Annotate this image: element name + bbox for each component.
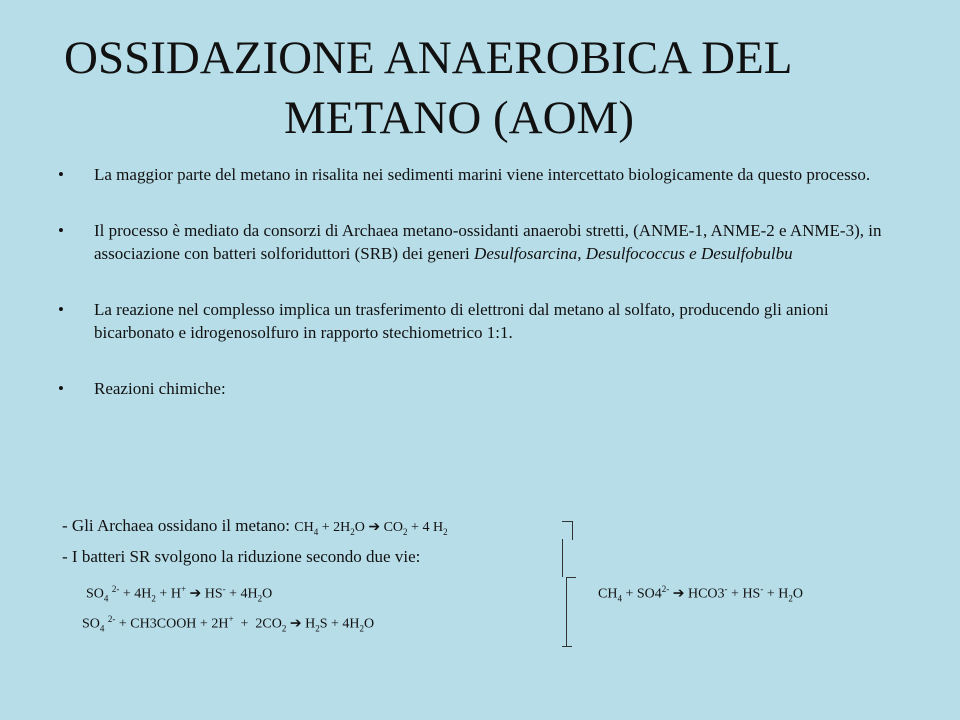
bullet-text: Il processo è mediato da consorzi di Archaea metano-ossidanti anaerobi stretti, (ANME-1, ANME-2 e ANME-3), in associazione con batteri solforiduttori (SRB) dei generi [94,221,882,263]
bullet-dot: • [58,379,64,398]
archaea-reaction-line [62,515,448,543]
bullet-dot: • [58,300,64,319]
bullet-item [58,163,908,186]
bullet-text: La reazione nel complesso implica un trasferimento di elettroni dal metano al solfato, producendo gli anioni bicarbonato e idrogenosolfuro in rapporto stechiometrico 1:1. [94,300,829,342]
bracket-mid [562,539,563,577]
bracket-foot [562,646,572,647]
title-line-2: METANO (AOM) [284,92,634,144]
bullet-text: La maggior parte del metano in risalita nei sedimenti marini viene intercettato biologicamente da questo processo. [94,165,871,184]
equation-sulfate-reduction-acetate: $SO_4$ $^{2-}$ + CH3COOH + $2H^+ + 2CO_2$ ➔ $H_2S + 4H_2O$ [82,614,375,634]
title-line-1: OSSIDAZIONE ANAEROBICA DEL [64,32,793,84]
bracket-top [562,521,573,540]
equation-sulfate-reduction-h2: $SO_4$ $^{2-} + 4H_2 + H^+$ ➔ $HS^- + 4H_2O$ [86,584,273,604]
equation-overall-aom: $CH_4 + SO4^{2-}$ ➔ $HCO3^- + HS^- + H_2O$ [598,584,803,604]
bullet-dot: • [58,165,64,184]
slide-title [64,28,924,148]
archaea-text: - Gli Archaea ossidano il metano: [62,516,295,535]
bullet-item [58,377,908,400]
srb-text: - I batteri SR svolgono la riduzione secondo due vie: [62,547,421,566]
bullet-item [58,298,908,344]
bullet-dot: • [58,221,64,240]
bullet-list [58,163,908,433]
genera-list: Desulfosarcina, Desulfococcus e Desulfobulbu [474,244,793,263]
srb-reaction-line [62,546,420,568]
bullet-text: Reazioni chimiche: [94,379,226,398]
equation-methane-oxidation: $CH_4 + 2H_2O$ ➔ $CO_2 + 4$ $H_2$ [294,520,448,537]
bracket-step [566,577,576,578]
bullet-item [58,219,908,265]
bracket-bottom [566,577,567,647]
